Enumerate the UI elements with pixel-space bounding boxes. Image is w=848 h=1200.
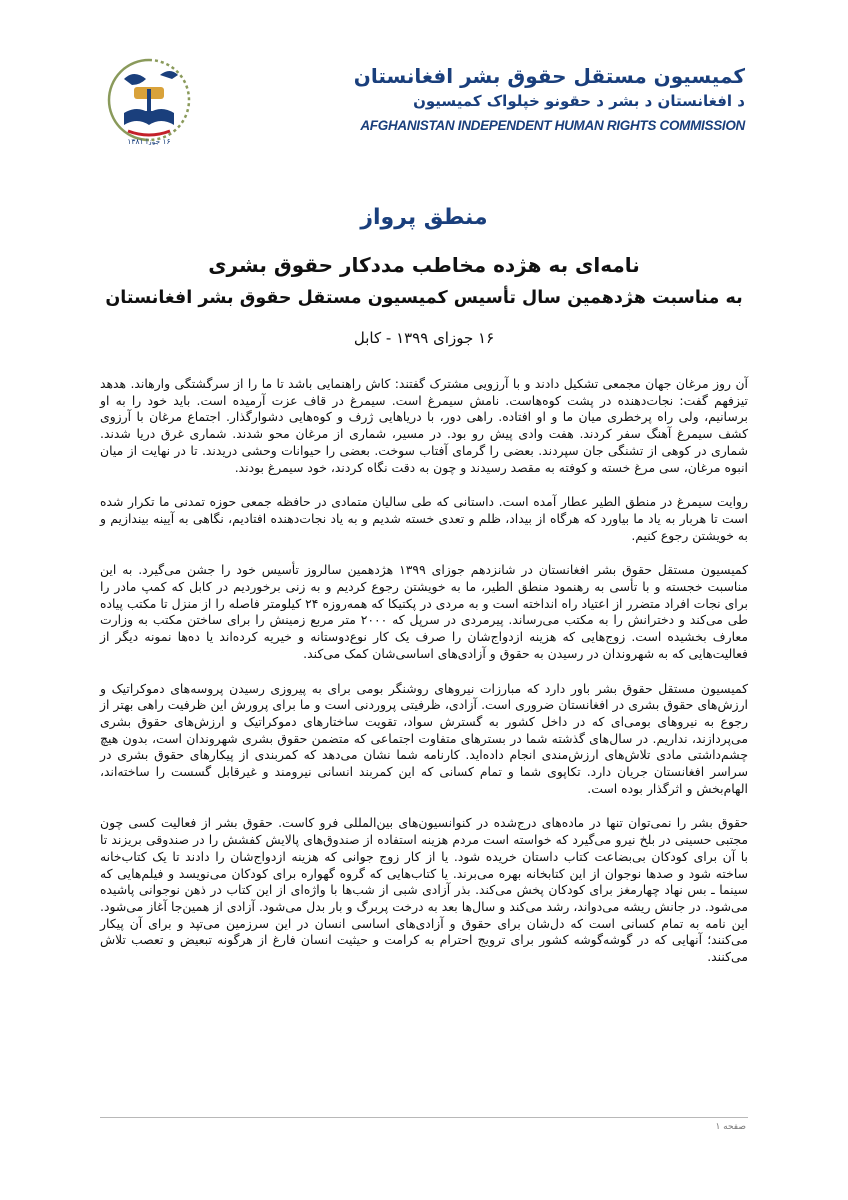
paragraph: کمیسیون مستقل حقوق بشر باور دارد که مبارزات نیروهای روشنگر بومی برای به پیروزی رسیدن پروسه‌های دموکراتیک و ارزش‌های حقوق بشری در افغانستان ضروری است. آزادی، ظرفیتی پروردنی است و ما برای پرورش این ظرفیت راهی بهتر از رجوع به نیروهای بومی‌ای که در داخل کشور به گسترش سواد، تقویت ساختارهای دموکراتیک و ارزش‌های حقوق بشری می‌پردازند، نداریم. در سال‌های گذشته شما در بسترهای متفاوت اجتماعی که متضمن حقوق بشری شهروندان است، بدون هیچ چشم‌داشتی مادی تلاش‌های ارزش‌مندی انجام داده‌اید. کارنامه شما نشان می‌دهد که کمربندی از پیکارهای حقوق بشری در سراسر افغانستان جریان دارد. تکاپوی شما و تمام کسانی که این کمربند انسانی نیرومند و غیرقابل گسست را ساخته‌اند، الهام‌بخش و اثرگذار بوده است. [100, 680, 748, 796]
letter-body [100, 376, 748, 984]
document-title: منطق پرواز [360, 205, 488, 230]
dove-icon [124, 74, 146, 85]
paragraph: آن روز مرغان جهان مجمعی تشکیل دادند و با آرزویی مشترک گفتند: کاش راهنمایی باشد تا ما را از سرگشتگی وارهاند. هدهد تیزفهم گفت: نجات‌دهنده در پشت کوه‌هاست. نامش سیمرغ است. سیمرغ در قاف عزت آرمیده است. باید خود را به او برسانیم، ولی راه پرخطری میان ما و او افتاده. راهی دور، با دریاهایی ژرف و کوه‌هایی دشوارگذار. اجتماع مرغان با آرزوی کشف سیمرغ آهنگ سفر کردند. هفت وادی پیش رو بود. در مسیر، شماری از مرغان محو شدند. شماری غرق دریا شدند. شماری در کوهی از تشنگی جان سپردند. بعضی را گرمای آفتاب سوخت. بعضی را حیوانات وحشی دریدند. تا در نهایت از میان انبوه مرغان، سی مرغ خسته و کوفته به مقصد رسیدند و چون به دقت نگاه کردند، خود سیمرغ بودند. [100, 376, 748, 475]
document-subtitle: نامه‌ای به هژده مخاطب مددکار حقوق بشری [208, 253, 640, 277]
paragraph: حقوق بشر را نمی‌توان تنها در ماده‌های درج‌شده در کنوانسیون‌های بین‌المللی فرو کاست. حقوق بشر از فعالیت کسی چون مجتبی حسینی در بلخ نیرو می‌گیرد که خواسته است مردم هزینه استفاده از صندوق‌های پالایش کفشش را در صندوقی بریزند تا با آن برای کودکان بی‌بضاعت کتاب داستان خریده شود. یا از کار زوج جوانی که هزینه ازدواج‌شان را دادند تا یک کتاب‌خانه ساخته شود و صدها نوجوان از این کتابخانه بهره می‌برند. یا کتاب‌هایی که گروه گهواره برای کودکان می‌نویسد و فیلم‌هایی که سینما ـ بس نهاد چهارمغز برای کودکان پخش می‌کند. بذر آزادی شبی از شب‌ها با واژه‌ای از این کتاب در ذهن نوجوانی پاشیده می‌شود. در جانش ریشه می‌دواند، رشد می‌کند و سال‌ها بعد به درخت پربرگ و بار بدل می‌شود. آزادی از همین‌جا آغاز می‌شود. این نامه به تمام کسانی است که دل‌شان برای حقوق و آزادی‌های اساسی انسان در این سرزمین می‌تپد و برای آن پیکار می‌کنند؛ آنهایی که در گوشه‌گوشه کشور برای ترویج احترام به کرامت و حیثیت انسان فارغ از هرگونه تبعیض و تعصب تلاش می‌کنند. [100, 815, 748, 965]
org-name-english: AFGHANISTAN INDEPENDENT HUMAN RIGHTS COMMISSION [360, 118, 745, 133]
page-number: صفحه ۱ [715, 1122, 746, 1132]
org-name-persian: کمیسیون مستقل حقوق بشر افغانستان [353, 64, 745, 88]
org-name-pashto: د افغانستان د بشر د حقونو خپلواک کمیسیون [413, 92, 745, 110]
footer-divider [100, 1117, 748, 1118]
paragraph: روایت سیمرغ در منطق الطیر عطار آمده است. داستانی که طی سالیان متمادی در حافظه جمعی حوزه تمدنی ما تکرار شده است تا هربار به یاد ما بیاورد که هرگاه از بیداد، ظلم و تعدی خسته شدیم و به یاد نجات‌دهنده افتادیم، نگاهی به آیینه بیندازیم و به خویشتن رجوع کنیم. [100, 494, 748, 543]
paragraph: کمیسیون مستقل حقوق بشر افغانستان در شانزدهم جوزای ۱۳۹۹ هژدهمین سالروز تأسیس خود را جشن می‌گیرد. به این مناسبت خجسته و با تأسی به رهنمود منطق الطیر، ما به خویشتن رجوع کردیم و به زنی برخوردیم در کابل که کمپ مادر را برای نجات افراد متضرر از اعتیاد راه انداخته است و به مردی در پکتیکا که همه‌روزه ۲۴ کیلومتر فاصله را از منزل تا مکتب پیاده طی می‌کند و دخترانش را به مکتب می‌رساند. پیرمردی در سرپل که ۲۰۰۰ متر مربع زمینش را برای ساختن مکتب به وزارت معارف بخشیده است. زوج‌هایی که هزینه ازدواج‌شان را صرف یک کار نوع‌دوستانه و خیریه کرده‌اند یا ده‌ها نمونه دیگر از فعالیت‌هایی که به شهروندان در رسیدن به حقوق و آزادی‌های اساسی‌شان کمک می‌کند. [100, 562, 748, 661]
logo-date: ۱۶ جوزا ۱۳۸۱ [127, 137, 171, 145]
hand-icon [160, 71, 178, 79]
commission-logo [104, 55, 194, 145]
date-location: ۱۶ جوزای ۱۳۹۹ - کابل [353, 329, 495, 347]
letterhead [0, 55, 848, 165]
document-occasion: به مناسبت هژدهمین سال تأسیس کمیسیون مستقل حقوق بشر افغانستان [105, 288, 743, 308]
title-block [80, 200, 768, 352]
